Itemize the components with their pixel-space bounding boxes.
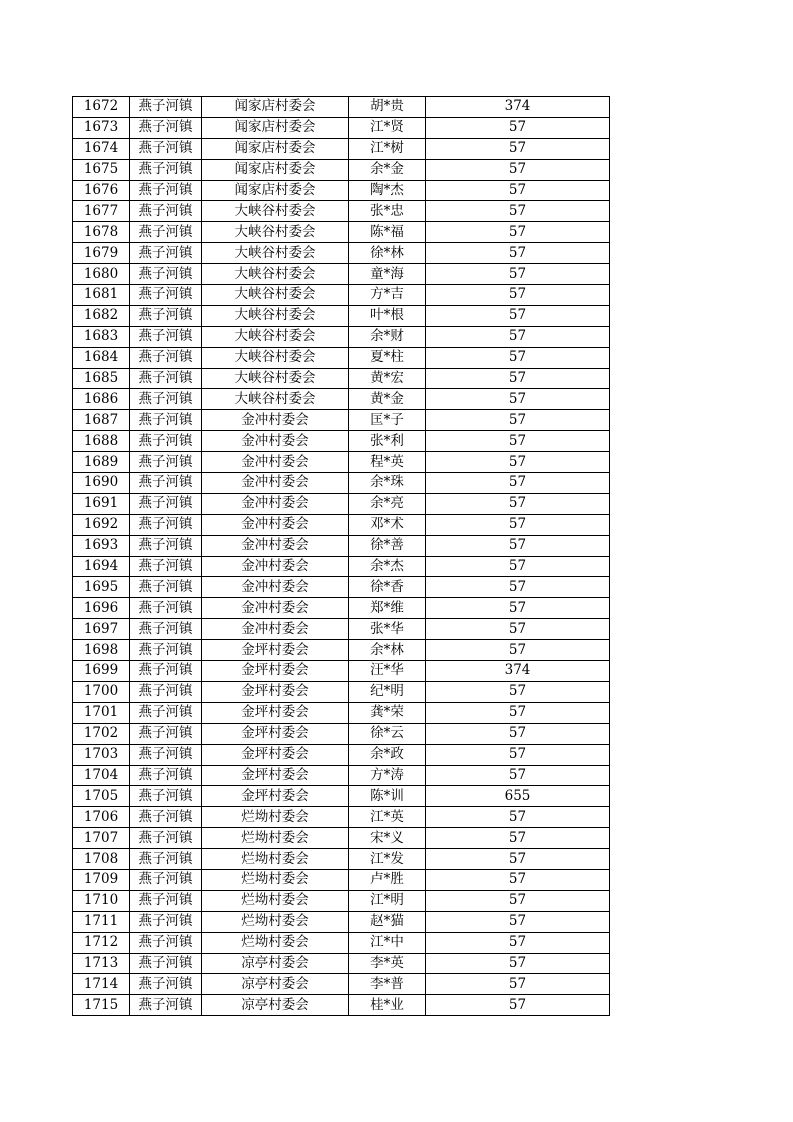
name-cell: 黄*金 (349, 389, 426, 410)
name-cell: 李*普 (349, 974, 426, 995)
amount-cell: 57 (426, 159, 610, 180)
town-cell: 燕子河镇 (130, 556, 202, 577)
amount-cell: 57 (426, 598, 610, 619)
table-row (73, 222, 610, 243)
town-cell: 燕子河镇 (130, 201, 202, 222)
town-cell: 燕子河镇 (130, 243, 202, 264)
village-committee-cell: 金冲村委会 (202, 577, 349, 598)
town-cell: 燕子河镇 (130, 744, 202, 765)
village-committee-cell: 金冲村委会 (202, 598, 349, 619)
village-committee-cell: 大峡谷村委会 (202, 305, 349, 326)
table-row (73, 932, 610, 953)
table-row (73, 97, 610, 118)
amount-cell: 57 (426, 410, 610, 431)
town-cell: 燕子河镇 (130, 577, 202, 598)
row-number-cell: 1709 (73, 869, 130, 890)
name-cell: 匡*子 (349, 410, 426, 431)
village-committee-cell: 大峡谷村委会 (202, 243, 349, 264)
village-committee-cell: 烂坳村委会 (202, 828, 349, 849)
town-cell: 燕子河镇 (130, 326, 202, 347)
town-cell: 燕子河镇 (130, 514, 202, 535)
village-committee-cell: 烂坳村委会 (202, 849, 349, 870)
amount-cell: 57 (426, 681, 610, 702)
row-number-cell: 1688 (73, 431, 130, 452)
name-cell: 张*忠 (349, 201, 426, 222)
row-number-cell: 1682 (73, 305, 130, 326)
village-committee-cell: 金冲村委会 (202, 556, 349, 577)
row-number-cell: 1685 (73, 368, 130, 389)
name-cell: 胡*贵 (349, 97, 426, 118)
row-number-cell: 1690 (73, 473, 130, 494)
table-row (73, 243, 610, 264)
name-cell: 徐*香 (349, 577, 426, 598)
name-cell: 余*政 (349, 744, 426, 765)
village-committee-cell: 金坪村委会 (202, 702, 349, 723)
table-row (73, 577, 610, 598)
row-number-cell: 1701 (73, 702, 130, 723)
amount-cell: 57 (426, 828, 610, 849)
amount-cell: 57 (426, 535, 610, 556)
amount-cell: 57 (426, 890, 610, 911)
village-committee-cell: 金坪村委会 (202, 640, 349, 661)
town-cell: 燕子河镇 (130, 932, 202, 953)
name-cell: 叶*根 (349, 305, 426, 326)
amount-cell: 57 (426, 493, 610, 514)
town-cell: 燕子河镇 (130, 953, 202, 974)
row-number-cell: 1673 (73, 117, 130, 138)
town-cell: 燕子河镇 (130, 661, 202, 682)
town-cell: 燕子河镇 (130, 410, 202, 431)
name-cell: 陈*福 (349, 222, 426, 243)
town-cell: 燕子河镇 (130, 974, 202, 995)
village-committee-cell: 大峡谷村委会 (202, 285, 349, 306)
name-cell: 余*杰 (349, 556, 426, 577)
table-row (73, 473, 610, 494)
row-number-cell: 1683 (73, 326, 130, 347)
village-committee-cell: 烂坳村委会 (202, 932, 349, 953)
row-number-cell: 1680 (73, 264, 130, 285)
name-cell: 余*亮 (349, 493, 426, 514)
table-row (73, 452, 610, 473)
row-number-cell: 1713 (73, 953, 130, 974)
name-cell: 余*金 (349, 159, 426, 180)
row-number-cell: 1702 (73, 723, 130, 744)
table-row (73, 974, 610, 995)
table-row (73, 180, 610, 201)
amount-cell: 57 (426, 932, 610, 953)
village-committee-cell: 烂坳村委会 (202, 890, 349, 911)
row-number-cell: 1672 (73, 97, 130, 118)
village-committee-cell: 大峡谷村委会 (202, 222, 349, 243)
amount-cell: 655 (426, 786, 610, 807)
village-committee-cell: 大峡谷村委会 (202, 201, 349, 222)
name-cell: 徐*云 (349, 723, 426, 744)
village-committee-cell: 闻家店村委会 (202, 138, 349, 159)
town-cell: 燕子河镇 (130, 702, 202, 723)
name-cell: 汪*华 (349, 661, 426, 682)
name-cell: 桂*业 (349, 995, 426, 1016)
row-number-cell: 1710 (73, 890, 130, 911)
amount-cell: 57 (426, 452, 610, 473)
name-cell: 陶*杰 (349, 180, 426, 201)
village-committee-cell: 烂坳村委会 (202, 869, 349, 890)
town-cell: 燕子河镇 (130, 473, 202, 494)
town-cell: 燕子河镇 (130, 97, 202, 118)
name-cell: 江*中 (349, 932, 426, 953)
village-committee-cell: 大峡谷村委会 (202, 326, 349, 347)
amount-cell: 57 (426, 849, 610, 870)
table-row (73, 681, 610, 702)
town-cell: 燕子河镇 (130, 786, 202, 807)
amount-cell: 57 (426, 431, 610, 452)
amount-cell: 57 (426, 974, 610, 995)
name-cell: 张*华 (349, 619, 426, 640)
name-cell: 张*利 (349, 431, 426, 452)
town-cell: 燕子河镇 (130, 807, 202, 828)
town-cell: 燕子河镇 (130, 117, 202, 138)
row-number-cell: 1704 (73, 765, 130, 786)
table-row (73, 828, 610, 849)
name-cell: 程*英 (349, 452, 426, 473)
row-number-cell: 1681 (73, 285, 130, 306)
data-table (72, 96, 610, 1016)
row-number-cell: 1715 (73, 995, 130, 1016)
table-row (73, 535, 610, 556)
table-row (73, 285, 610, 306)
name-cell: 江*贤 (349, 117, 426, 138)
town-cell: 燕子河镇 (130, 911, 202, 932)
table-row (73, 159, 610, 180)
name-cell: 江*发 (349, 849, 426, 870)
town-cell: 燕子河镇 (130, 264, 202, 285)
amount-cell: 57 (426, 556, 610, 577)
amount-cell: 57 (426, 765, 610, 786)
town-cell: 燕子河镇 (130, 535, 202, 556)
table-row (73, 138, 610, 159)
table-row (73, 347, 610, 368)
amount-cell: 57 (426, 619, 610, 640)
row-number-cell: 1703 (73, 744, 130, 765)
table-row (73, 326, 610, 347)
village-committee-cell: 金冲村委会 (202, 493, 349, 514)
row-number-cell: 1684 (73, 347, 130, 368)
row-number-cell: 1686 (73, 389, 130, 410)
table-row (73, 264, 610, 285)
village-committee-cell: 金冲村委会 (202, 452, 349, 473)
amount-cell: 374 (426, 661, 610, 682)
town-cell: 燕子河镇 (130, 180, 202, 201)
name-cell: 黄*宏 (349, 368, 426, 389)
table-row (73, 640, 610, 661)
row-number-cell: 1714 (73, 974, 130, 995)
row-number-cell: 1694 (73, 556, 130, 577)
name-cell: 宋*义 (349, 828, 426, 849)
table-row (73, 723, 610, 744)
table-row (73, 995, 610, 1016)
village-committee-cell: 闻家店村委会 (202, 117, 349, 138)
town-cell: 燕子河镇 (130, 640, 202, 661)
town-cell: 燕子河镇 (130, 493, 202, 514)
row-number-cell: 1675 (73, 159, 130, 180)
town-cell: 燕子河镇 (130, 869, 202, 890)
row-number-cell: 1693 (73, 535, 130, 556)
village-committee-cell: 金冲村委会 (202, 514, 349, 535)
table-row (73, 201, 610, 222)
name-cell: 陈*训 (349, 786, 426, 807)
table-row (73, 305, 610, 326)
village-committee-cell: 大峡谷村委会 (202, 347, 349, 368)
name-cell: 徐*善 (349, 535, 426, 556)
village-committee-cell: 大峡谷村委会 (202, 368, 349, 389)
row-number-cell: 1708 (73, 849, 130, 870)
town-cell: 燕子河镇 (130, 890, 202, 911)
amount-cell: 57 (426, 473, 610, 494)
row-number-cell: 1677 (73, 201, 130, 222)
amount-cell: 57 (426, 723, 610, 744)
amount-cell: 57 (426, 640, 610, 661)
amount-cell: 57 (426, 389, 610, 410)
amount-cell: 57 (426, 911, 610, 932)
village-committee-cell: 闻家店村委会 (202, 159, 349, 180)
name-cell: 余*林 (349, 640, 426, 661)
village-committee-cell: 闻家店村委会 (202, 180, 349, 201)
amount-cell: 57 (426, 180, 610, 201)
village-committee-cell: 凉亭村委会 (202, 995, 349, 1016)
town-cell: 燕子河镇 (130, 723, 202, 744)
village-committee-cell: 金坪村委会 (202, 744, 349, 765)
town-cell: 燕子河镇 (130, 452, 202, 473)
name-cell: 方*涛 (349, 765, 426, 786)
row-number-cell: 1676 (73, 180, 130, 201)
name-cell: 余*财 (349, 326, 426, 347)
village-committee-cell: 烂坳村委会 (202, 911, 349, 932)
village-committee-cell: 金坪村委会 (202, 681, 349, 702)
name-cell: 龚*荣 (349, 702, 426, 723)
town-cell: 燕子河镇 (130, 368, 202, 389)
row-number-cell: 1695 (73, 577, 130, 598)
town-cell: 燕子河镇 (130, 389, 202, 410)
village-committee-cell: 烂坳村委会 (202, 807, 349, 828)
village-committee-cell: 金冲村委会 (202, 619, 349, 640)
table-body (73, 97, 610, 1016)
amount-cell: 57 (426, 869, 610, 890)
town-cell: 燕子河镇 (130, 995, 202, 1016)
village-committee-cell: 金坪村委会 (202, 765, 349, 786)
table-row (73, 786, 610, 807)
amount-cell: 57 (426, 201, 610, 222)
name-cell: 郑*维 (349, 598, 426, 619)
amount-cell: 57 (426, 953, 610, 974)
name-cell: 卢*胜 (349, 869, 426, 890)
table-row (73, 744, 610, 765)
amount-cell: 57 (426, 222, 610, 243)
town-cell: 燕子河镇 (130, 598, 202, 619)
row-number-cell: 1699 (73, 661, 130, 682)
town-cell: 燕子河镇 (130, 765, 202, 786)
row-number-cell: 1711 (73, 911, 130, 932)
town-cell: 燕子河镇 (130, 222, 202, 243)
name-cell: 江*明 (349, 890, 426, 911)
row-number-cell: 1674 (73, 138, 130, 159)
table-row (73, 514, 610, 535)
name-cell: 江*树 (349, 138, 426, 159)
table-row (73, 431, 610, 452)
amount-cell: 57 (426, 243, 610, 264)
village-committee-cell: 金坪村委会 (202, 786, 349, 807)
town-cell: 燕子河镇 (130, 305, 202, 326)
name-cell: 童*海 (349, 264, 426, 285)
table-row (73, 807, 610, 828)
row-number-cell: 1706 (73, 807, 130, 828)
amount-cell: 57 (426, 577, 610, 598)
town-cell: 燕子河镇 (130, 138, 202, 159)
village-committee-cell: 金坪村委会 (202, 661, 349, 682)
table-row (73, 117, 610, 138)
amount-cell: 57 (426, 995, 610, 1016)
table-row (73, 556, 610, 577)
village-committee-cell: 凉亭村委会 (202, 953, 349, 974)
row-number-cell: 1705 (73, 786, 130, 807)
amount-cell: 57 (426, 305, 610, 326)
name-cell: 赵*猫 (349, 911, 426, 932)
town-cell: 燕子河镇 (130, 285, 202, 306)
town-cell: 燕子河镇 (130, 347, 202, 368)
name-cell: 夏*柱 (349, 347, 426, 368)
amount-cell: 57 (426, 347, 610, 368)
table-row (73, 619, 610, 640)
table-row (73, 598, 610, 619)
table-row (73, 368, 610, 389)
amount-cell: 57 (426, 744, 610, 765)
town-cell: 燕子河镇 (130, 431, 202, 452)
village-committee-cell: 凉亭村委会 (202, 974, 349, 995)
row-number-cell: 1697 (73, 619, 130, 640)
name-cell: 江*英 (349, 807, 426, 828)
table-row (73, 953, 610, 974)
row-number-cell: 1696 (73, 598, 130, 619)
name-cell: 徐*林 (349, 243, 426, 264)
table-row (73, 410, 610, 431)
row-number-cell: 1687 (73, 410, 130, 431)
town-cell: 燕子河镇 (130, 681, 202, 702)
name-cell: 李*英 (349, 953, 426, 974)
table-row (73, 661, 610, 682)
village-committee-cell: 金冲村委会 (202, 431, 349, 452)
amount-cell: 57 (426, 326, 610, 347)
village-committee-cell: 金冲村委会 (202, 535, 349, 556)
row-number-cell: 1712 (73, 932, 130, 953)
town-cell: 燕子河镇 (130, 619, 202, 640)
table-row (73, 911, 610, 932)
amount-cell: 57 (426, 807, 610, 828)
table-row (73, 849, 610, 870)
name-cell: 邓*术 (349, 514, 426, 535)
table-row (73, 765, 610, 786)
town-cell: 燕子河镇 (130, 159, 202, 180)
amount-cell: 57 (426, 138, 610, 159)
town-cell: 燕子河镇 (130, 828, 202, 849)
row-number-cell: 1692 (73, 514, 130, 535)
table-row (73, 702, 610, 723)
amount-cell: 57 (426, 264, 610, 285)
row-number-cell: 1700 (73, 681, 130, 702)
amount-cell: 57 (426, 285, 610, 306)
name-cell: 纪*明 (349, 681, 426, 702)
row-number-cell: 1707 (73, 828, 130, 849)
amount-cell: 57 (426, 514, 610, 535)
name-cell: 方*吉 (349, 285, 426, 306)
name-cell: 余*珠 (349, 473, 426, 494)
town-cell: 燕子河镇 (130, 849, 202, 870)
amount-cell: 57 (426, 368, 610, 389)
village-committee-cell: 金冲村委会 (202, 410, 349, 431)
village-committee-cell: 大峡谷村委会 (202, 389, 349, 410)
row-number-cell: 1698 (73, 640, 130, 661)
village-committee-cell: 金坪村委会 (202, 723, 349, 744)
table-row (73, 890, 610, 911)
village-committee-cell: 大峡谷村委会 (202, 264, 349, 285)
village-committee-cell: 金冲村委会 (202, 473, 349, 494)
table-row (73, 389, 610, 410)
row-number-cell: 1678 (73, 222, 130, 243)
village-committee-cell: 闻家店村委会 (202, 97, 349, 118)
row-number-cell: 1689 (73, 452, 130, 473)
table-row (73, 493, 610, 514)
row-number-cell: 1679 (73, 243, 130, 264)
amount-cell: 374 (426, 97, 610, 118)
amount-cell: 57 (426, 117, 610, 138)
table-row (73, 869, 610, 890)
row-number-cell: 1691 (73, 493, 130, 514)
amount-cell: 57 (426, 702, 610, 723)
